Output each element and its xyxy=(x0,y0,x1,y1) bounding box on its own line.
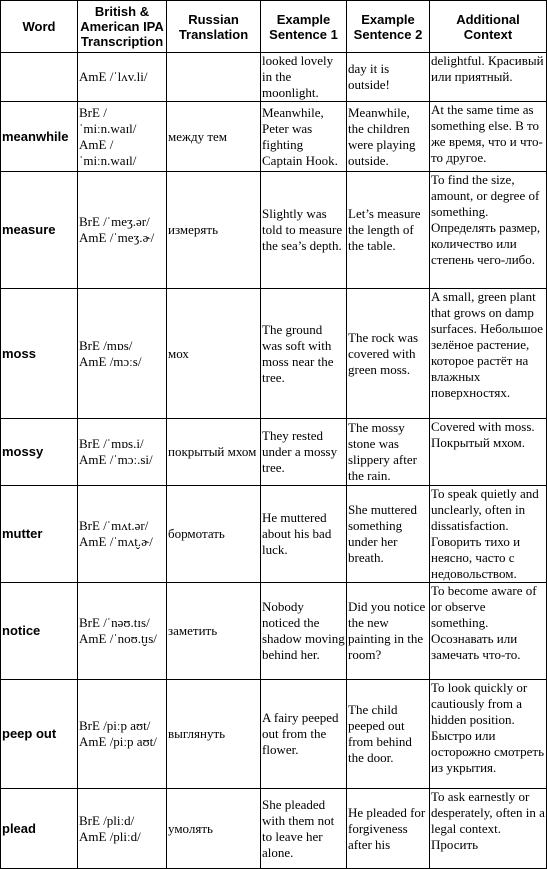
table-row xyxy=(1,583,547,680)
table-row xyxy=(1,419,547,486)
example-2-cell: The rock was covered with green moss. xyxy=(347,289,430,419)
word-cell: moss xyxy=(1,289,78,419)
word-cell: plead xyxy=(1,789,78,869)
context-cell: To look quickly or cautiously from a hidden position. Быстро или осторожно смотреть из укрытия. xyxy=(430,680,547,789)
russian-cell: между тем xyxy=(167,102,261,172)
word-cell: notice xyxy=(1,583,78,680)
russian-cell: измерять xyxy=(167,172,261,289)
russian-cell: умолять xyxy=(167,789,261,869)
russian-cell xyxy=(167,53,261,102)
example-2-cell: Let’s measure the length of the table. xyxy=(347,172,430,289)
ipa-line: BrE /piːp aʊt/ xyxy=(79,718,151,733)
ipa-line: BrE /ˈnəʊ.tɪs/ xyxy=(79,615,150,630)
table-row xyxy=(1,172,547,289)
word-cell: mossy xyxy=(1,419,78,486)
ipa-line: AmE /pliːd/ xyxy=(79,828,141,844)
header-word: Word xyxy=(1,1,78,53)
example-2-cell: The mossy stone was slippery after the rain. xyxy=(347,419,430,486)
ipa-line: BrE /ˈmeʒ.ər/ xyxy=(79,214,150,229)
ipa-line: BrE /ˈmɒs.i/ xyxy=(79,436,144,451)
ipa-line: AmE /ˈmɔː.si/ xyxy=(79,452,153,467)
ipa-line: BrE /mɒs/ xyxy=(79,337,133,353)
russian-cell: мох xyxy=(167,289,261,419)
example-1-cell: They rested under a mossy tree. xyxy=(261,419,347,486)
example-1-cell: The ground was soft with moss near the tree. xyxy=(261,289,347,419)
table-row xyxy=(1,102,547,172)
example-1-cell: She pleaded with them not to leave her alone. xyxy=(261,789,347,869)
example-1-cell: looked lovely in the moonlight. xyxy=(261,53,347,102)
russian-cell: заметить xyxy=(167,583,261,680)
example-2-cell: She muttered something under her breath. xyxy=(347,486,430,583)
example-2-cell: day it is outside! xyxy=(347,53,430,102)
example-1-cell: Nobody noticed the shadow moving behind her. xyxy=(261,583,347,680)
header-russian: Russian Translation xyxy=(167,1,261,53)
ipa-line: BrE /ˈmʌt.ər/ xyxy=(79,518,149,533)
ipa-line: AmE / xyxy=(79,136,114,152)
ipa-line: AmE /ˈmeʒ.ɚ/ xyxy=(79,230,155,245)
ipa-line: BrE /pliːd/ xyxy=(79,812,135,828)
ipa-line: BrE / xyxy=(79,104,107,120)
ipa-line: ˈmiːn.waɪl/ xyxy=(79,120,137,136)
context-cell: A small, green plant that grows on damp surfaces. Небольшое зелёное растение, которое растёт на влажных поверхностях. xyxy=(430,289,547,419)
word-cell: meanwhile xyxy=(1,102,78,172)
ipa-line: AmE /ˈmʌt̬.ɚ/ xyxy=(79,534,153,549)
context-cell: To become aware of or observe something. Осознавать или замечать что-то. xyxy=(430,583,547,680)
example-1-cell: Slightly was told to measure the sea’s depth. xyxy=(261,172,347,289)
context-cell: At the same time as something else. В то же время, что и что-то другое. xyxy=(430,102,547,172)
ipa-cell xyxy=(78,419,167,486)
table-body xyxy=(1,53,547,869)
example-2-cell: The child peeped out from behind the door. xyxy=(347,680,430,789)
russian-cell: бормотать xyxy=(167,486,261,583)
context-cell: To find the size, amount, or degree of something. Определять размер, количество или степень чего-либо. xyxy=(430,172,547,289)
header-example-1: Example Sentence 1 xyxy=(261,1,347,53)
context-cell: delightful. Красивый или приятный. xyxy=(430,53,547,102)
word-cell: measure xyxy=(1,172,78,289)
word-cell: mutter xyxy=(1,486,78,583)
ipa-cell xyxy=(78,486,167,583)
example-2-cell: Did you notice the new painting in the room? xyxy=(347,583,430,680)
context-cell: Covered with moss. Покрытый мхом. xyxy=(430,419,547,486)
word-cell xyxy=(1,53,78,102)
ipa-line: ˈmiːn.waɪl/ xyxy=(79,152,137,168)
context-cell: To ask earnestly or desperately, often in a legal context. Просить xyxy=(430,789,547,869)
ipa-line: AmE /piːp aʊt/ xyxy=(79,734,157,749)
example-1-cell: He muttered about his bad luck. xyxy=(261,486,347,583)
table-row xyxy=(1,680,547,789)
russian-cell: покрытый мхом xyxy=(167,419,261,486)
example-1-cell: Meanwhile, Peter was fighting Captain Hook. xyxy=(261,102,347,172)
header-example-2: Example Sentence 2 xyxy=(347,1,430,53)
ipa-cell xyxy=(78,680,167,789)
example-2-cell: He pleaded for forgiveness after his xyxy=(347,789,430,869)
ipa-line: AmE /ˈnoʊ.t̬ɪs/ xyxy=(79,631,157,646)
ipa-cell xyxy=(78,102,167,172)
ipa-cell xyxy=(78,789,167,869)
header-row xyxy=(1,1,547,53)
example-2-cell: Meanwhile, the children were playing outside. xyxy=(347,102,430,172)
header-context: Additional Context xyxy=(430,1,547,53)
example-1-cell: A fairy peeped out from the flower. xyxy=(261,680,347,789)
word-cell: peep out xyxy=(1,680,78,789)
ipa-line: AmE /ˈlʌv.li/ xyxy=(79,69,148,84)
header-ipa: British & American IPA Transcription xyxy=(78,1,167,53)
ipa-cell xyxy=(78,289,167,419)
table-row xyxy=(1,53,547,102)
ipa-line: AmE /mɔːs/ xyxy=(79,353,142,369)
table-row xyxy=(1,486,547,583)
table-row xyxy=(1,789,547,869)
table-row xyxy=(1,289,547,419)
context-cell: To speak quietly and unclearly, often in dissatisfaction. Говорить тихо и неясно, часто с недовольством. xyxy=(430,486,547,583)
ipa-cell xyxy=(78,583,167,680)
ipa-cell xyxy=(78,172,167,289)
ipa-cell xyxy=(78,53,167,102)
russian-cell: выглянуть xyxy=(167,680,261,789)
